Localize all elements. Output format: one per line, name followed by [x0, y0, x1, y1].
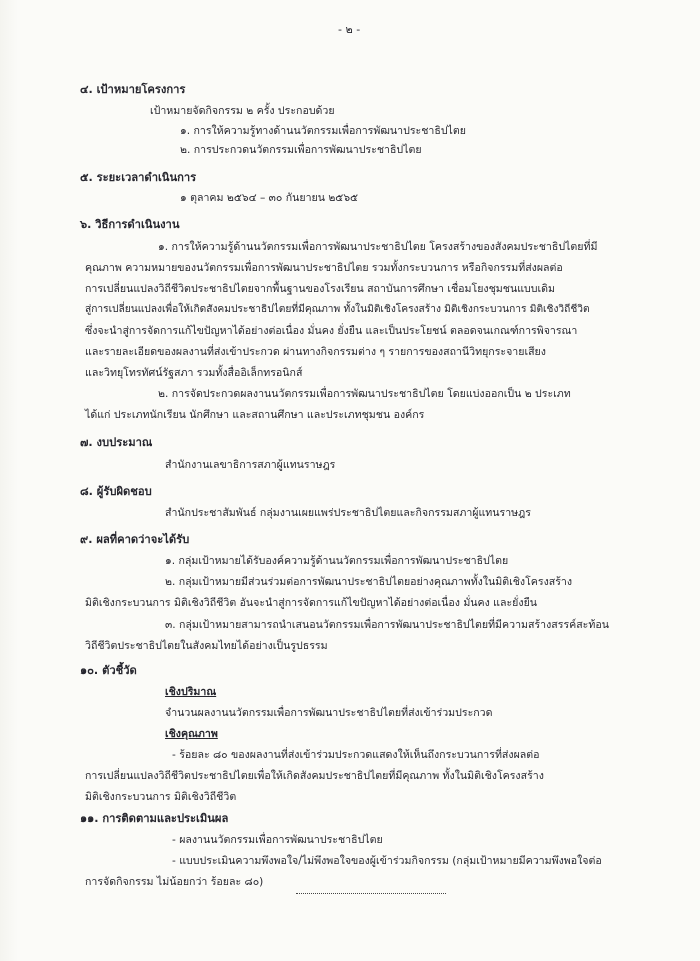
section-8-line: สำนักประชาสัมพันธ์ กลุ่มงานเผยแพร่ประชาธิปไตยและกิจกรรมสภาผู้แทนราษฎร — [165, 507, 531, 519]
qualitative-label: เชิงคุณภาพ — [165, 728, 218, 740]
section-7-line: สำนักงานเลขาธิการสภาผู้แทนราษฎร — [165, 459, 336, 471]
section-8-heading: ๘. ผู้รับผิดชอบ — [80, 485, 152, 498]
section-6-line: สู่การเปลี่ยนแปลงเพื่อให้เกิดสังคมประชาธิปไตยที่มีคุณภาพ ทั้งในมิติเชิงโครงสร้าง มิติเชิงกระบวนการ มิติเชิงวิถีชีวิต — [85, 304, 590, 315]
section-9-line: ๑. กลุ่มเป้าหมายได้รับองค์ความรู้ด้านนวัตกรรมเพื่อการพัฒนาประชาธิปไตย — [165, 555, 509, 567]
end-separator — [296, 893, 446, 894]
section-4-line: ๒. การประกวดนวัตกรรมเพื่อการพัฒนาประชาธิปไตย — [180, 144, 422, 156]
section-6-line: ๒. การจัดประกวดผลงานนวัตกรรมเพื่อการพัฒนาประชาธิปไตย โดยแบ่งออกเป็น ๒ ประเภท — [158, 388, 571, 400]
section-9-heading: ๙. ผลที่คาดว่าจะได้รับ — [80, 533, 190, 546]
section-5-line: ๑ ตุลาคม ๒๕๖๔ – ๓๐ กันยายน ๒๕๖๕ — [180, 192, 359, 204]
section-5-heading: ๕. ระยะเวลาดำเนินการ — [80, 171, 197, 184]
section-10-line: - ร้อยละ ๘๐ ของผลงานที่ส่งเข้าร่วมประกวดแสดงให้เห็นถึงกระบวนการที่ส่งผลต่อ — [172, 749, 540, 761]
section-10-heading: ๑๐. ตัวชี้วัด — [80, 664, 137, 677]
section-10-line: การเปลี่ยนแปลงวิถีชีวิตประชาธิปไตยเพื่อให้เกิดสังคมประชาธิปไตยที่มีคุณภาพ ทั้งในมิติเชิงโครงสร้าง — [85, 770, 544, 782]
section-11-line: - แบบประเมินความพึงพอใจ/ไม่พึงพอใจของผู้เข้าร่วมกิจกรรม (กลุ่มเป้าหมายมีความพึงพอใจต่อ — [172, 855, 602, 867]
section-9-line: ๓. กลุ่มเป้าหมายสามารถนำเสนอนวัตกรรมเพื่อการพัฒนาประชาธิปไตยที่มีความสร้างสรรค์สะท้อน — [165, 619, 609, 631]
section-9-line: มิติเชิงกระบวนการ มิติเชิงวิถีชีวิต อันจะนำสู่การจัดการแก้ไขปัญหาได้อย่างต่อเนื่อง มั่นคง และยั่งยืน — [85, 597, 538, 609]
section-4-line: ๑. การให้ความรู้ทางด้านนวัตกรรมเพื่อการพัฒนาประชาธิปไตย — [180, 125, 466, 137]
section-6-line: ได้แก่ ประเภทนักเรียน นักศึกษา และสถานศึกษา และประเภทชุมชน องค์กร — [85, 409, 425, 421]
section-6-line: คุณภาพ ความหมายของนวัตกรรมเพื่อการพัฒนาประชาธิปไตย รวมทั้งกระบวนการ หรือกิจกรรมที่ส่งผลต่อ — [85, 262, 563, 274]
section-6-line: ๑. การให้ความรู้ด้านนวัตกรรมเพื่อการพัฒนาประชาธิปไตย โครงสร้างของสังคมประชาธิปไตยที่มี — [158, 241, 598, 253]
section-7-heading: ๗. งบประมาณ — [80, 436, 153, 449]
section-4-line: เป้าหมายจัดกิจกรรม ๒ ครั้ง ประกอบด้วย — [150, 105, 335, 117]
section-6-line: การเปลี่ยนแปลงวิถีชีวิตประชาธิปไตยจากพื้นฐานของโรงเรียน สถาบันการศึกษา เชื่อมโยงชุมชนแบบเดิม — [85, 283, 555, 295]
section-6-heading: ๖. วิธีการดำเนินงาน — [80, 218, 180, 231]
section-4-heading: ๔. เป้าหมายโครงการ — [80, 83, 186, 96]
section-6-line: และวิทยุโทรทัศน์รัฐสภา รวมทั้งสื่ออิเล็กทรอนิกส์ — [85, 367, 303, 379]
section-11-heading: ๑๑. การติดตามและประเมินผล — [80, 812, 229, 825]
section-11-line: - ผลงานนวัตกรรมเพื่อการพัฒนาประชาธิปไตย — [172, 834, 383, 846]
section-11-line: การจัดกิจกรรม ไม่น้อยกว่า ร้อยละ ๘๐) — [85, 876, 264, 888]
section-9-line: ๒. กลุ่มเป้าหมายมีส่วนร่วมต่อการพัฒนาประชาธิปไตยอย่างคุณภาพทั้งในมิติเชิงโครงสร้าง — [165, 576, 573, 588]
quantitative-label: เชิงปริมาณ — [165, 686, 217, 698]
section-6-line: ซึ่งจะนำสู่การจัดการแก้ไขปัญหาได้อย่างต่อเนื่อง มั่นคง ยั่งยืน และเป็นประโยชน์ ตลอดจนเกณฑ์การพิจารณา — [85, 325, 578, 337]
page-number: - ๒ - — [338, 23, 361, 36]
section-9-line: วิถีชีวิตประชาธิปไตยในสังคมไทยได้อย่างเป็นรูปธรรม — [85, 640, 328, 652]
section-6-line: และรายละเอียดของผลงานที่ส่งเข้าประกวด ผ่านทางกิจกรรมต่าง ๆ รายการของสถานีวิทยุกระจายเสียง — [85, 346, 546, 358]
section-10-line: มิติเชิงกระบวนการ มิติเชิงวิถีชีวิต — [85, 791, 237, 803]
section-10-line: จำนวนผลงานนวัตกรรมเพื่อการพัฒนาประชาธิปไตยที่ส่งเข้าร่วมประกวด — [165, 707, 493, 719]
